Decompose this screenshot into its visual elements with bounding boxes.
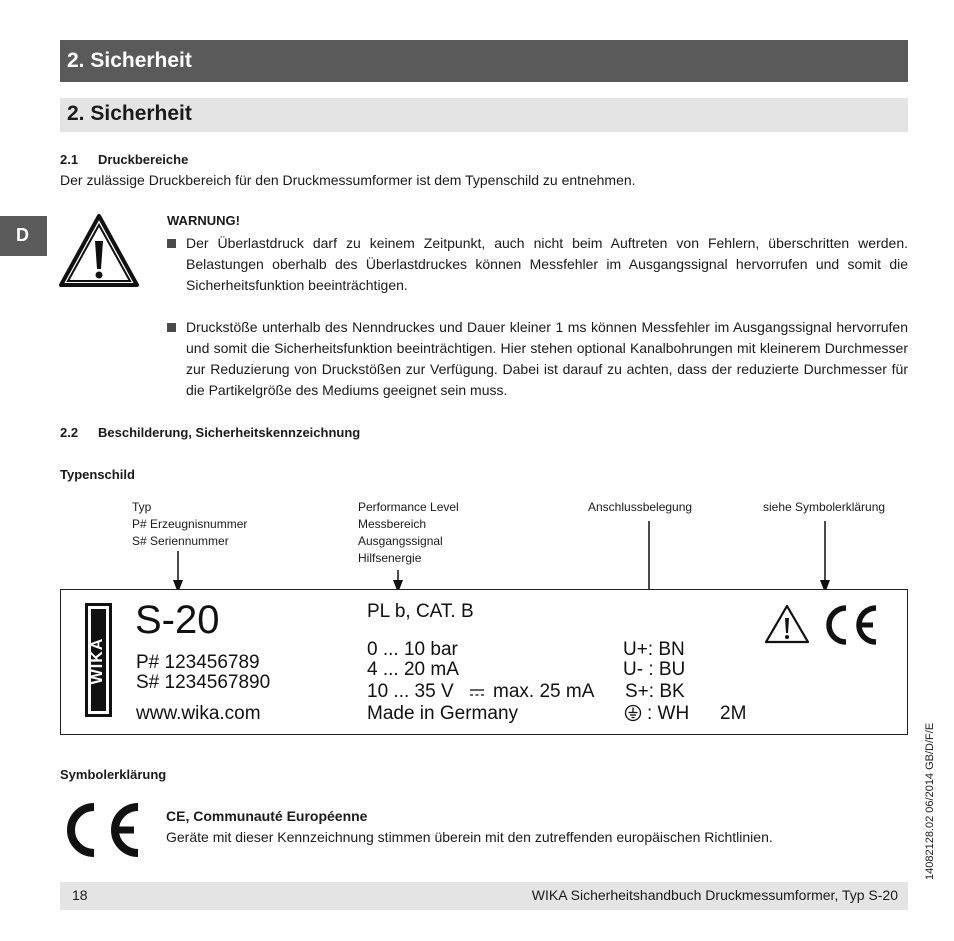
warning-bullet-text: Der Überlastdruck darf zu keinem Zeitpunkt, auch nicht beim Auftreten von Fehlern, überschritten werden. Belastungen oberhalb des Überlastdruckes können Messfehler im Ausgangssignal hervorrufen und somit die Sicherheitsfunktion beeinträchtigen. (186, 235, 908, 293)
plate-pin-2: U- : BU (623, 659, 686, 680)
wika-logo-text: WIKA (89, 637, 106, 685)
subsection-title: Druckbereiche (98, 152, 189, 167)
page-footer (60, 882, 908, 910)
ground-icon (624, 704, 642, 722)
plate-made-in: Made in Germany (367, 703, 519, 724)
plate-ground-pin: : WH (647, 703, 690, 724)
wika-logo (85, 603, 112, 717)
plate-power-current: max. 25 mA (493, 681, 595, 702)
language-tab-label: D (16, 225, 29, 245)
warning-small-icon (764, 604, 810, 644)
callout-line: Typ (132, 500, 152, 514)
ce-mark-icon (58, 801, 142, 859)
subsection-number: 2.1 (60, 152, 79, 167)
symbols-heading: Symbolerklärung (60, 767, 167, 782)
document-number: 14082128.02 06/2014 GB/D/F/E (924, 722, 936, 880)
plate-url: www.wika.com (136, 703, 261, 724)
plate-pin-3: S+: BK (625, 681, 685, 702)
callout-symbol-label: siehe Symbolerklärung (763, 500, 886, 514)
typenschild-heading: Typenschild (60, 467, 135, 482)
subsection-number: 2.2 (60, 425, 79, 440)
subsection-title: Beschilderung, Sicherheitskennzeichnung (98, 425, 361, 440)
warning-title: WARNUNG! (167, 213, 240, 228)
plate-cable-length: 2M (720, 703, 747, 724)
plate-product-number: P# 123456789 (136, 652, 260, 673)
chapter-title: 2. Sicherheit (67, 49, 192, 72)
warning-bullet-text: Druckstöße unterhalb des Nenndruckes und Dauer kleiner 1 ms können Messfehler im Ausgangssignal hervorrufen und somit die Sicherheitsfunktion beeinträchtigen. Hier stehen optional Kanalbohrungen mit kleinerem Durchmesser zur Reduzierung von Druckstößen zur Verfügung. Dabei ist darauf zu achten, dass der reduzierte Durchmesser für die Partikelgröße des Mediums geeignet sein muss. (186, 319, 908, 398)
plate-signal: 4 ... 20 mA (367, 659, 459, 680)
plate-power-voltage: 10 ... 35 V (367, 681, 454, 702)
callout-line: Ausgangssignal (358, 534, 443, 548)
callout-line: S# Seriennummer (132, 534, 229, 548)
section-title: 2. Sicherheit (67, 102, 192, 125)
plate-performance-level: PL b, CAT. B (367, 601, 474, 622)
callout-line: Messbereich (358, 517, 427, 531)
plate-range: 0 ... 10 bar (367, 639, 458, 660)
plate-model: S-20 (135, 598, 220, 642)
ce-description: Geräte mit dieser Kennzeichnung stimmen überein mit den zutreffenden europäischen Richtlinien. (166, 829, 773, 845)
callout-connection-label: Anschlussbelegung (588, 500, 693, 514)
callout-line: P# Erzeugnisnummer (132, 517, 248, 531)
ce-title: CE, Communauté Européenne (166, 808, 368, 824)
page-number: 18 (72, 887, 88, 903)
ce-mark-small-icon (821, 603, 879, 647)
dc-symbol-icon (469, 688, 485, 698)
footer-title: WIKA Sicherheitshandbuch Druckmessumformer, Typ S-20 (531, 887, 898, 903)
subsection-text-2-1: Der zulässige Druckbereich für den Druckmessumformer ist dem Typenschild zu entnehmen. (60, 172, 636, 188)
plate-serial-number: S# 1234567890 (136, 672, 271, 693)
product-label-plate (60, 589, 908, 735)
callout-line: Hilfsenergie (358, 551, 422, 565)
callout-line: Performance Level (358, 500, 459, 514)
plate-pin-1: U+: BN (623, 639, 685, 660)
